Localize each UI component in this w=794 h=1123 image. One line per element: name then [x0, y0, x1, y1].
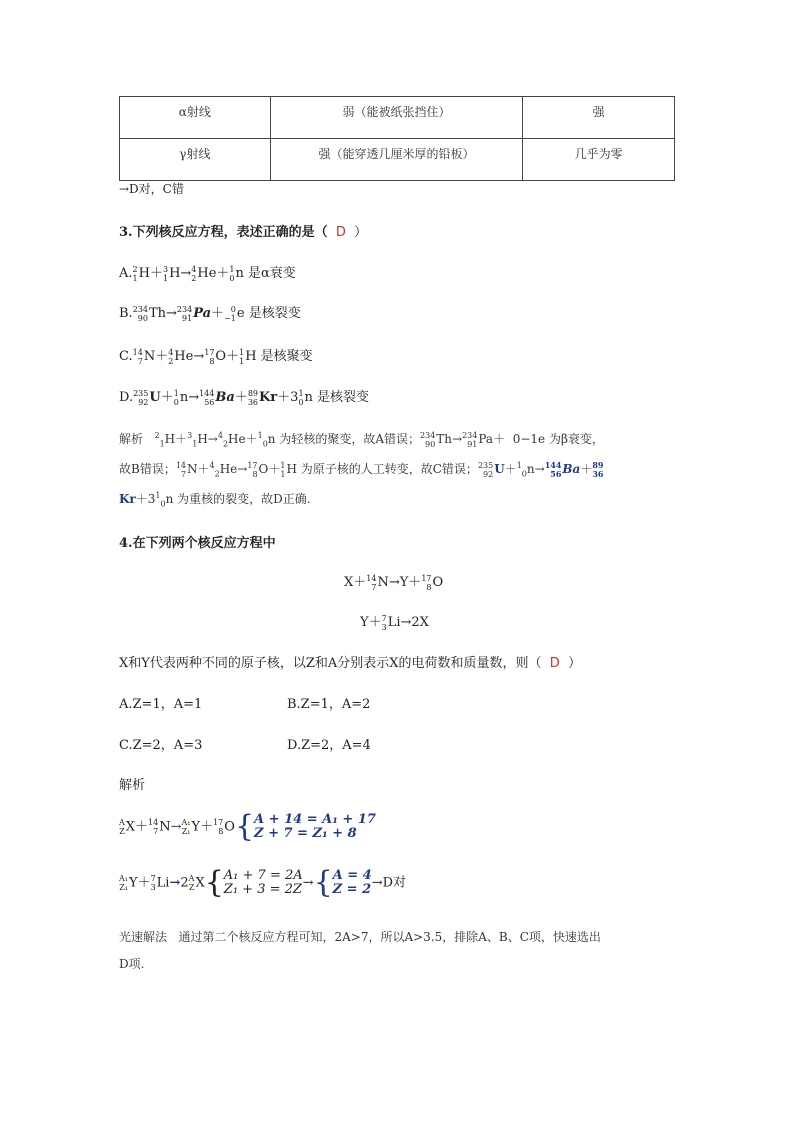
table-cell: 弱（能被纸张挡住）: [270, 97, 523, 139]
sys3-line1: A = 4: [332, 868, 372, 883]
q4-option-c: C.Z=2，A=3: [119, 738, 203, 753]
q3-stem-text: 3.下列核反应方程，表述正确的是（: [119, 225, 328, 240]
q3-sol1b: 为β衰变，: [548, 432, 604, 446]
q3-solution-line2: 故B错误； 14 7 N＋$^4_2$He→ 17 8 O＋ 1 1 H 为原子核的人工转变，故C错误； 235 92 U＋$^1_0$n→ 144 56 Ba＋ 89 36: [119, 459, 604, 479]
sys2-line2: Z₁ + 3 = 2Z: [223, 882, 302, 897]
q3-solution-line1: 解析 $^2_1$H＋$^3_1$H→$^4_2$He＋$^1_0$n 为轻核的聚变，故A错误； 234 90 Th→ 234 91 Pa＋ 0−1e 为β衰变，: [119, 430, 604, 449]
q3-close: ）: [354, 225, 368, 240]
q4-equation-2: Y＋ 7 3 Li→2X: [360, 613, 429, 632]
fast-text: 通过第二个核反应方程可知，2A>7，所以A>3.5，排除A、B、C项，快速选出: [178, 930, 601, 944]
q4-option-a: A.Z=1，A=1: [119, 697, 203, 712]
q3-opt-b-tail: 是核裂变: [248, 306, 301, 321]
q4-fast-method-2: D项.: [119, 957, 145, 971]
q3-option-c: C. 14 7 N＋ 4 2 He→ 17 8 O＋ 1 1 H 是核聚变: [119, 347, 313, 366]
q3-sol2a: 故B错误；: [119, 462, 176, 476]
q4-desc-text: X和Y代表两种不同的原子核，以Z和A分别表示X的电荷数和质量数，则（: [119, 656, 542, 671]
q3-sol3: 为重核的裂变，故D正确.: [177, 492, 311, 506]
table-row: [120, 139, 675, 181]
sys2-line1: A₁ + 7 = 2A: [223, 868, 303, 883]
q3-option-d: D. 235 92 U＋ 1 0 n→ 144 56 Ba＋ 89 36 Kr＋3 1 0 n 是核裂变: [119, 388, 370, 407]
sys3-line2: Z = 2: [332, 882, 372, 897]
fast-label: 光速解法: [119, 930, 168, 944]
q4-option-d: D.Z=2，A=4: [287, 738, 371, 753]
conclusion-text: →D对，C错: [119, 182, 184, 196]
table-row: [120, 97, 675, 139]
q3-opt-d-tail: 是核裂变: [317, 390, 370, 405]
q3-sol2b: 为原子核的人工转变，故C错误；: [300, 462, 478, 476]
q4-description: [119, 652, 581, 671]
q3-solution-line3: $Kr+3^1_0n$ 为重核的裂变，故D正确.: [119, 491, 311, 509]
sys-end: →D对: [371, 875, 407, 891]
table-cell: 强（能穿透几厘米厚的铅板）: [270, 139, 523, 181]
table-cell: 强: [523, 97, 675, 139]
sys1-line1: A + 14 = A₁ + 17: [254, 812, 376, 827]
q4-close: ）: [568, 656, 582, 671]
q4-equation-1: X＋ 14 7 N→Y＋ 17 8 O: [344, 573, 444, 592]
q3-stem: [119, 221, 367, 240]
q3-opt-c-tail: 是核聚变: [260, 349, 313, 364]
q4-stem: 4.在下列两个核反应方程中: [119, 536, 276, 551]
q4-option-b: B.Z=1，A=2: [287, 697, 371, 712]
q3-sol-label: 解析: [119, 432, 144, 446]
q3-option-a: A. 2 1 H＋ 3 1 H→ 4 2 He＋ 1 0 n 是α衰变: [119, 264, 296, 283]
table-cell: α射线: [120, 97, 271, 139]
q4-sol-label: 解析: [119, 778, 146, 793]
q4-solution-system-2: A₁ Z₁ Y＋ 7 3 Li→2 A Z X{A₁ + 7 = 2A Z₁ + 3 = 2Z→{A = 4 Z = 2→D对: [119, 865, 407, 900]
table-cell: γ射线: [120, 139, 271, 181]
q3-answer: D: [335, 225, 346, 240]
radiation-table: [119, 96, 675, 181]
q4-answer: D: [549, 656, 560, 671]
q3-option-b: B. 234 90 Th→ 234 91 Pa＋ 0 −1 e 是核裂变: [119, 304, 301, 323]
q3-sol1: 为轻核的聚变，故A错误；: [279, 432, 421, 446]
q4-solution-system-1: A Z X＋ 14 7 N→ A₁ Z₁ Y＋ 17 8 O{A + 14 = A₁ + 17 Z + 7 = Z₁ + 8: [119, 809, 376, 844]
sys1-line2: Z + 7 = Z₁ + 8: [254, 826, 357, 841]
table-cell: 几乎为零: [523, 139, 675, 181]
q3-opt-a-tail: 是α衰变: [248, 266, 296, 281]
q4-fast-method: [119, 928, 601, 945]
